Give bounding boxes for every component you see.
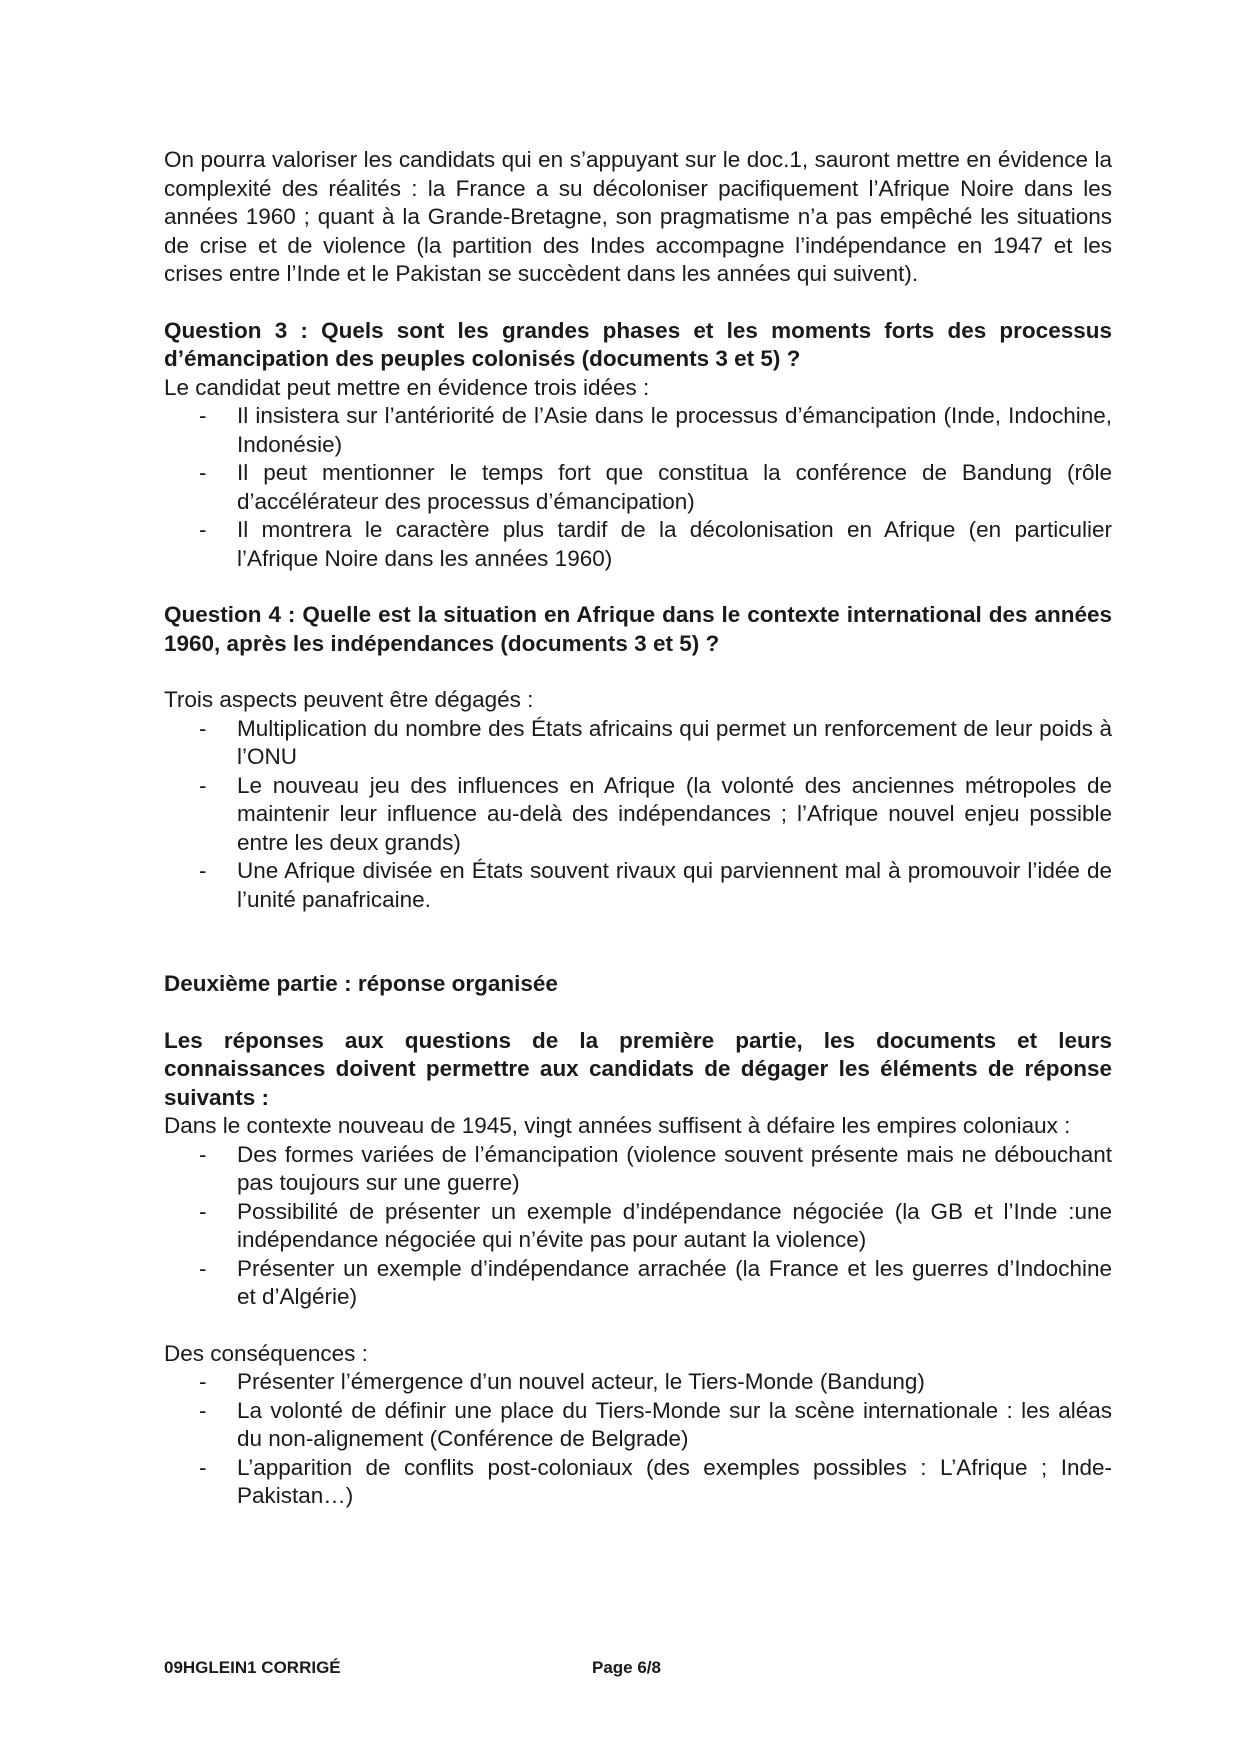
question-3-heading: Question 3 : Quels sont les grandes phases et les moments forts des processus d’émancipation des peuples colonisés (documents 3 et 5) ? — [164, 317, 1112, 371]
question-3-lead: Le candidat peut mettre en évidence trois idées : — [164, 374, 650, 400]
list-item: - Il montrera le caractère plus tardif de la décolonisation en Afrique (en particulier l’Afrique Noire dans les années 1960) — [237, 516, 1112, 573]
part-2-lead: Dans le contexte nouveau de 1945, vingt années suffisent à défaire les empires coloniaux : — [164, 1113, 1071, 1138]
list-item: - Multiplication du nombre des États africains qui permet un renforcement de leur poids à l’ONU — [237, 715, 1112, 772]
list-item: - Des formes variées de l’émancipation (violence souvent présente mais ne débouchant pas toujours sur une guerre) — [237, 1141, 1112, 1198]
question-4-heading: Question 4 : Quelle est la situation en Afrique dans le contexte international des années 1960, après les indépendances (documents 3 et 5) ? — [164, 602, 1112, 656]
question-3-list — [164, 402, 1112, 573]
list-item: - L’apparition de conflits post-coloniaux (des exemples possibles : L’Afrique ; Inde-Pakistan…) — [237, 1454, 1112, 1511]
part-2-heading: Deuxième partie : réponse organisée — [164, 971, 558, 996]
document-code: 09HGLEIN1 CORRIGÉ — [164, 1658, 341, 1677]
list-item: - Il peut mentionner le temps fort que constitua la conférence de Bandung (rôle d’accélérateur des processus d’émancipation) — [237, 459, 1112, 516]
list-item: - Possibilité de présenter un exemple d’indépendance négociée (la GB et l’Inde :une indépendance négociée qui n’évite pas pour autant la violence) — [237, 1198, 1112, 1255]
part-2-list — [164, 1141, 1112, 1312]
page-content — [164, 146, 1112, 1511]
list-item: - Le nouveau jeu des influences en Afrique (la volonté des anciennes métropoles de maintenir leur influence au-delà des indépendances ; l’Afrique nouvel enjeu possible entre les deux grands) — [237, 772, 1112, 858]
list-item: - Une Afrique divisée en États souvent rivaux qui parviennent mal à promouvoir l’idée de l’unité panafricaine. — [237, 857, 1112, 914]
question-4-list — [164, 715, 1112, 915]
part-2-subheading: Les réponses aux questions de la première partie, les documents et leurs connaissances doivent permettre aux candidats de dégager les éléments de réponse suivants : — [164, 1027, 1112, 1110]
list-item: - Il insistera sur l’antériorité de l’Asie dans le processus d’émancipation (Inde, Indochine, Indonésie) — [237, 402, 1112, 459]
question-4-lead: Trois aspects peuvent être dégagés : — [164, 687, 534, 712]
list-item: - La volonté de définir une place du Tiers-Monde sur la scène internationale : les aléas du non-alignement (Conférence de Belgrade) — [237, 1397, 1112, 1454]
consequences-lead: Des conséquences : — [164, 1340, 368, 1366]
page-number: Page 6/8 — [592, 1658, 661, 1677]
list-item: - Présenter l’émergence d’un nouvel acteur, le Tiers-Monde (Bandung) — [237, 1368, 1112, 1397]
consequences-list — [164, 1368, 1112, 1511]
intro-paragraph: On pourra valoriser les candidats qui en s’appuyant sur le doc.1, sauront mettre en évidence la complexité des réalités : la France a su décoloniser pacifiquement l’Afrique Noire dans les années 1960 ; quant à la Grande-Bretagne, son pragmatisme n’a pas empêché les situations de crise et de violence (la partition des Indes accompagne l’indépendance en 1947 et les crises entre l’Inde et le Pakistan se succèdent dans les années qui suivent). — [164, 147, 1112, 286]
list-item: - Présenter un exemple d’indépendance arrachée (la France et les guerres d’Indochine et d’Algérie) — [237, 1255, 1112, 1312]
